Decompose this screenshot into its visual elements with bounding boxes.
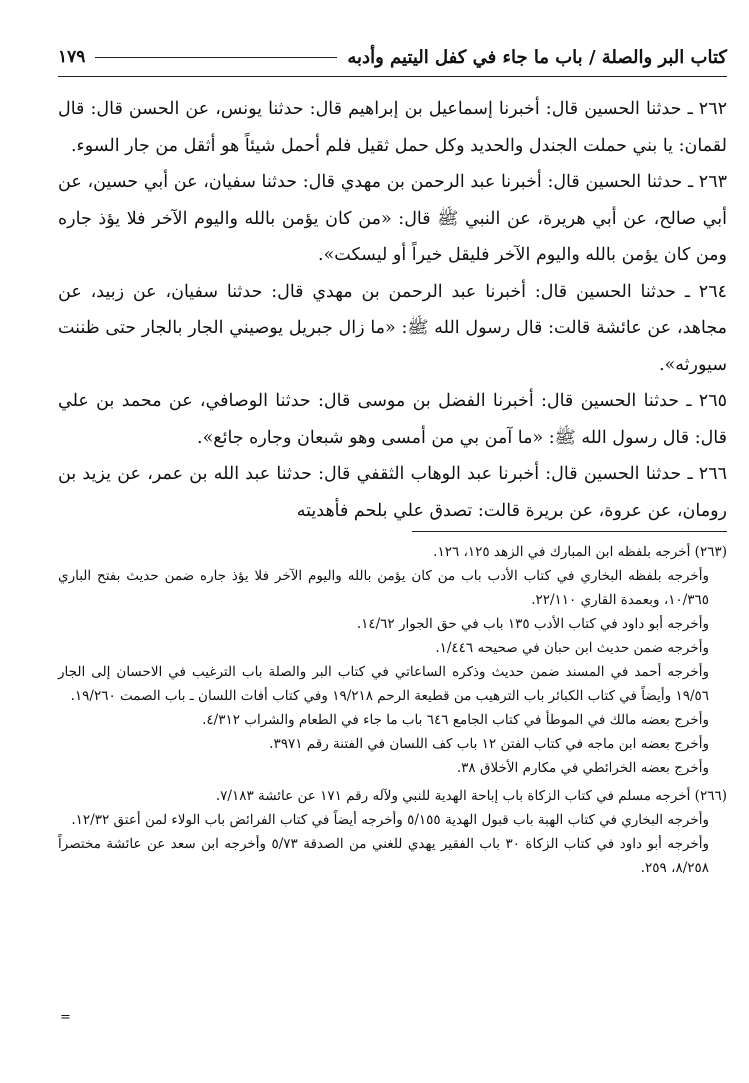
footnote-263-line: (٢٦٣) أخرجه بلفظه ابن المبارك في الزهد ١٢٥، ١٢٦. xyxy=(433,544,727,560)
footnote-266-line: وأخرجه البخاري في كتاب الهبة باب قبول الهدية ٥/١٥٥ وأخرجه أيضاً في كتاب الفرائض باب الولاء لمن أعتق ١٢/٣٢. xyxy=(71,812,709,828)
hadith-265: ٢٦٥ ـ حدثنا الحسين قال: أخبرنا الفضل بن موسى قال: حدثنا الوصافي، عن محمد بن علي قال: قال رسول الله ﷺ: «ما آمن بي من أمسى وهو شبعان وجاره جائع». xyxy=(58,391,727,448)
hadith-262: ٢٦٢ ـ حدثنا الحسين قال: أخبرنا إسماعيل بن إبراهيم قال: حدثنا يونس، عن الحسن قال: قال لقمان: يا بني حملت الجندل والحديد وكل حمل ثقيل فلم أحمل شيئاً هو أثقل من جار السوء. xyxy=(58,99,727,156)
main-text xyxy=(58,91,727,529)
hadith-263: ٢٦٣ ـ حدثنا الحسين قال: أخبرنا عبد الرحمن بن مهدي قال: حدثنا سفيان، عن أبي حسين، عن أبي صالح، عن أبي هريرة، عن النبي ﷺ قال: «من كان يؤمن بالله واليوم الآخر فلا يؤذ جاره ومن كان يؤمن بالله واليوم الآخر فليقل خيراً أو ليسكت». xyxy=(58,172,727,265)
footnote-263-line: وأخرج بعضه مالك في الموطأ في كتاب الجامع ٦٤٦ باب ما جاء في الطعام والشراب ٤/٣١٢. xyxy=(202,712,709,728)
margin-mark: = xyxy=(60,1010,71,1025)
hadith-266: ٢٦٦ ـ حدثنا الحسين قال: أخبرنا عبد الوهاب الثقفي قال: حدثنا عبد الله بن عمر، عن يزيد بن رومان، عن عروة، عن بريرة قالت: تصدق علي بلحم فأهديته xyxy=(58,464,727,521)
header-dash-rule xyxy=(95,57,337,58)
book-page xyxy=(58,40,727,880)
footnote-263-line: وأخرجه بلفظه البخاري في كتاب الأدب باب من كان يؤمن بالله واليوم الآخر فلا يؤذ جاره ضمن حديث بفتح الباري ١٠/٣٦٥، وبعمدة القاري ٢٢/١١٠. xyxy=(58,568,709,608)
header-title: كتاب البر والصلة / باب ما جاء في كفل اليتيم وأدبه xyxy=(347,46,727,68)
running-header xyxy=(58,40,727,74)
page-number: ١٧٩ xyxy=(58,47,86,67)
footnote-263-line: وأخرج بعضه ابن ماجه في كتاب الفتن ١٢ باب كف اللسان في الفتنة رقم ٣٩٧١. xyxy=(269,736,709,752)
footnote-266-line: (٢٦٦) أخرجه مسلم في كتاب الزكاة باب إباحة الهدية للنبي ولآله رقم ١٧١ عن عائشة ٧/١٨٣. xyxy=(215,788,727,804)
header-divider xyxy=(58,76,727,77)
footnote-266-line: وأخرجه أبو داود في كتاب الزكاة ٣٠ باب الفقير يهدي للغني من الصدقة ٥/٧٣ وأخرجه ابن سعد عن عائشة مختصراً ٨/٢٥٨، ٢٥٩. xyxy=(58,836,710,876)
footnote-263-line: وأخرجه ضمن حديث ابن حبان في صحيحه ١/٤٤٦. xyxy=(435,640,709,656)
footnote-263-line: وأخرجه أبو داود في كتاب الأدب ١٣٥ باب في حق الجوار ١٤/٦٢. xyxy=(356,616,709,632)
footnote-263-line: وأخرجه أحمد في المسند ضمن حديث وذكره الساعاتي في كتاب البر والصلة باب الترغيب في الاحسان إلى الجار ١٩/٥٦ وأيضاً في كتاب الكبائر باب الترهيب من قطيعة الرحم ١٩/٢١٨ وفي كتاب أفات اللسان ـ باب الصمت ١٩/٢٦٠. xyxy=(58,664,709,704)
hadith-264: ٢٦٤ ـ حدثنا الحسين قال: أخبرنا عبد الرحمن بن مهدي قال: حدثنا سفيان، عن زبيد، عن مجاهد، عن عائشة قالت: قال رسول الله ﷺ: «ما زال جبريل يوصيني الجار بالجار حتى ظننت سيورثه». xyxy=(58,281,727,375)
footnotes xyxy=(58,540,727,880)
footnote-separator xyxy=(412,531,727,532)
footnote-263-line: وأخرج بعضه الخرائطي في مكارم الأخلاق ٣٨. xyxy=(456,760,709,776)
